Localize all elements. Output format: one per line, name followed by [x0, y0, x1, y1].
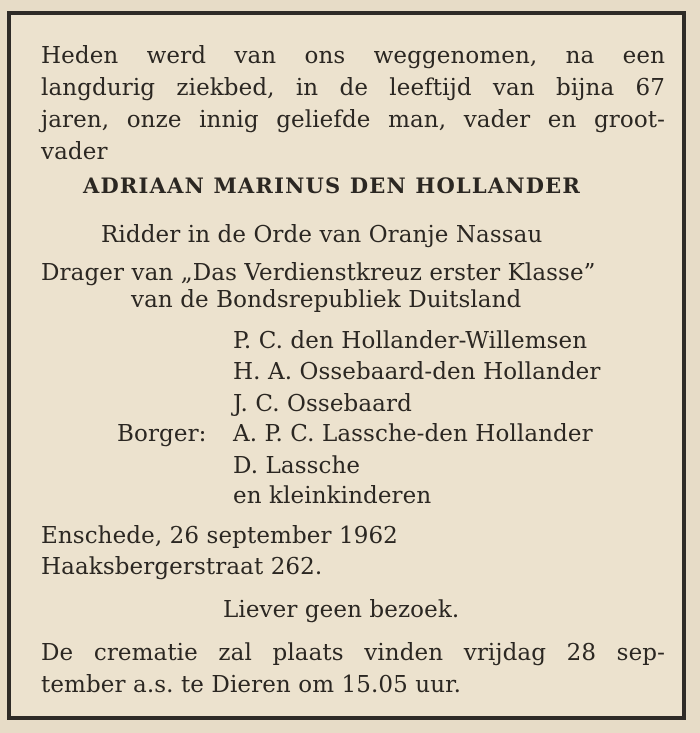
mourner-4: A. P. C. Lassche-den Hollander — [233, 421, 593, 447]
obituary-notice — [7, 11, 686, 720]
place-date: Enschede, 26 september 1962 — [41, 523, 398, 549]
cremation-line-2: tember a.s. te Dieren om 15.05 uur. — [41, 672, 462, 698]
honor-line-1: Ridder in de Orde van Oranje Nassau — [101, 222, 543, 248]
deceased-name: ADRIAAN MARINUS DEN HOLLANDER — [83, 173, 582, 198]
honor-line-2: Drager van „Das Verdienstkreuz erster Klasse” — [41, 260, 596, 286]
mourner-2: H. A. Ossebaard-den Hollander — [233, 359, 601, 385]
intro-line-1: Heden werd van ons weggenomen, na een — [41, 43, 665, 69]
cremation-line-1: De crematie zal plaats vinden vrijdag 28 sep- — [41, 640, 665, 666]
address: Haaksbergerstraat 262. — [41, 554, 323, 580]
honor-line-3: van de Bondsrepubliek Duitsland — [131, 287, 522, 313]
mourner-6: en kleinkinderen — [233, 483, 432, 509]
mourner-1: P. C. den Hollander-Willemsen — [233, 328, 588, 354]
mourners-place-label: Borger: — [117, 421, 207, 447]
mourner-5: D. Lassche — [233, 453, 361, 479]
mourner-3: J. C. Ossebaard — [233, 391, 412, 417]
intro-line-2: langdurig ziekbed, in de leeftijd van bijna 67 — [41, 75, 665, 101]
intro-line-4: vader — [41, 139, 108, 165]
intro-line-3: jaren, onze innig geliefde man, vader en groot- — [41, 107, 665, 133]
no-visit-note: Liever geen bezoek. — [223, 597, 460, 623]
